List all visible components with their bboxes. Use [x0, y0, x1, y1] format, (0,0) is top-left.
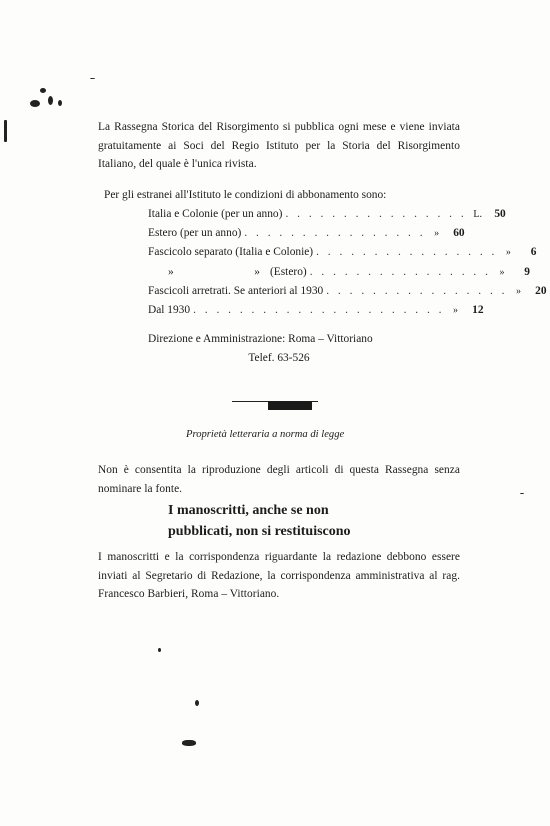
price-row [148, 208, 506, 227]
ink-speck [48, 96, 53, 105]
leader-dots: . . . . . . . . . . . . . . . . [309, 265, 491, 278]
reproduction-paragraph [98, 461, 460, 498]
ornament-block [268, 401, 312, 410]
price-value: 12 [472, 303, 484, 316]
manuscripts-heading [168, 500, 351, 542]
leader-dots: . . . . . . . . . . . . . . . . [285, 208, 467, 220]
ink-speck [30, 100, 40, 107]
price-value: 20 [535, 284, 547, 297]
price-label: Fascicolo separato (Italia e Colonie) [148, 246, 314, 259]
intro-paragraph [98, 118, 460, 174]
price-unit: L. [473, 209, 483, 220]
ditto-mark: » [168, 265, 174, 278]
price-unit: » [516, 285, 522, 297]
manuscripts-heading-line: I manoscritti, anche se non [168, 503, 329, 518]
manuscripts-text: I manoscritti e la corrispondenza riguardante la redazione debbono essere inviati al Segretario di Redazione, la corrispondenza amministrativa al rag. Francesco Barbieri, Roma – Vittoriano. [98, 551, 460, 600]
ditto-marks [148, 266, 260, 278]
property-notice: Proprietà letteraria a norma di legge [186, 429, 345, 440]
reproduction-text: Non è consentita la riproduzione degli articoli di questa Rassegna senza nominare la fonte. [98, 464, 460, 495]
price-label: Estero (per un anno) [148, 227, 242, 240]
ink-speck [90, 78, 95, 79]
price-label: Dal 1930 [148, 303, 191, 316]
ditto-mark: » [254, 265, 260, 278]
administration-block [148, 330, 410, 368]
manuscripts-paragraph [98, 548, 460, 604]
price-value: 9 [524, 265, 530, 278]
price-value: 6 [530, 246, 537, 259]
price-label: Fascicoli arretrati. Se anteriori al 1930 [148, 284, 324, 297]
telephone: Telef. 63-526 [248, 352, 310, 364]
ink-speck [158, 648, 161, 652]
price-label: Italia e Colonie (per un anno) [148, 208, 283, 220]
ink-speck [40, 88, 46, 93]
manuscripts-heading-line: pubblicati, non si restituiscono [168, 524, 351, 539]
price-value: 50 [494, 208, 506, 220]
leader-dots: . . . . . . . . . . . . . . . . [244, 227, 426, 240]
conditions-title: Per gli estranei all'Istituto le condizioni di abbonamento sono: [104, 189, 387, 201]
price-list [148, 208, 547, 323]
ink-speck [182, 740, 196, 746]
leader-dots: . . . . . . . . . . . . . . . . . . . . . . [193, 303, 445, 316]
price-row [148, 227, 465, 246]
price-unit: » [499, 266, 505, 278]
ink-speck [58, 100, 62, 106]
price-row [148, 284, 547, 304]
leader-dots: . . . . . . . . . . . . . . . . [326, 284, 508, 297]
price-row [148, 265, 530, 285]
price-row [148, 246, 537, 265]
price-row [148, 303, 484, 323]
ink-speck [520, 493, 524, 494]
intro-text: La Rassegna Storica del Risorgimento si pubblica ogni mese e viene inviata gratuitamente ai Soci del Regio Istituto per la Storia del Risorgimento Italiano, del quale è l'unica rivista. [98, 121, 460, 170]
price-value: 60 [453, 227, 465, 240]
ink-speck [195, 700, 199, 706]
price-unit: » [453, 304, 459, 316]
ink-speck [4, 120, 7, 142]
leader-dots: . . . . . . . . . . . . . . . . [316, 246, 498, 259]
price-label: (Estero) [270, 265, 307, 278]
price-unit: » [434, 228, 440, 240]
price-unit: » [505, 247, 511, 259]
administration-address: Direzione e Amministrazione: Roma – Vittoriano [148, 333, 373, 345]
